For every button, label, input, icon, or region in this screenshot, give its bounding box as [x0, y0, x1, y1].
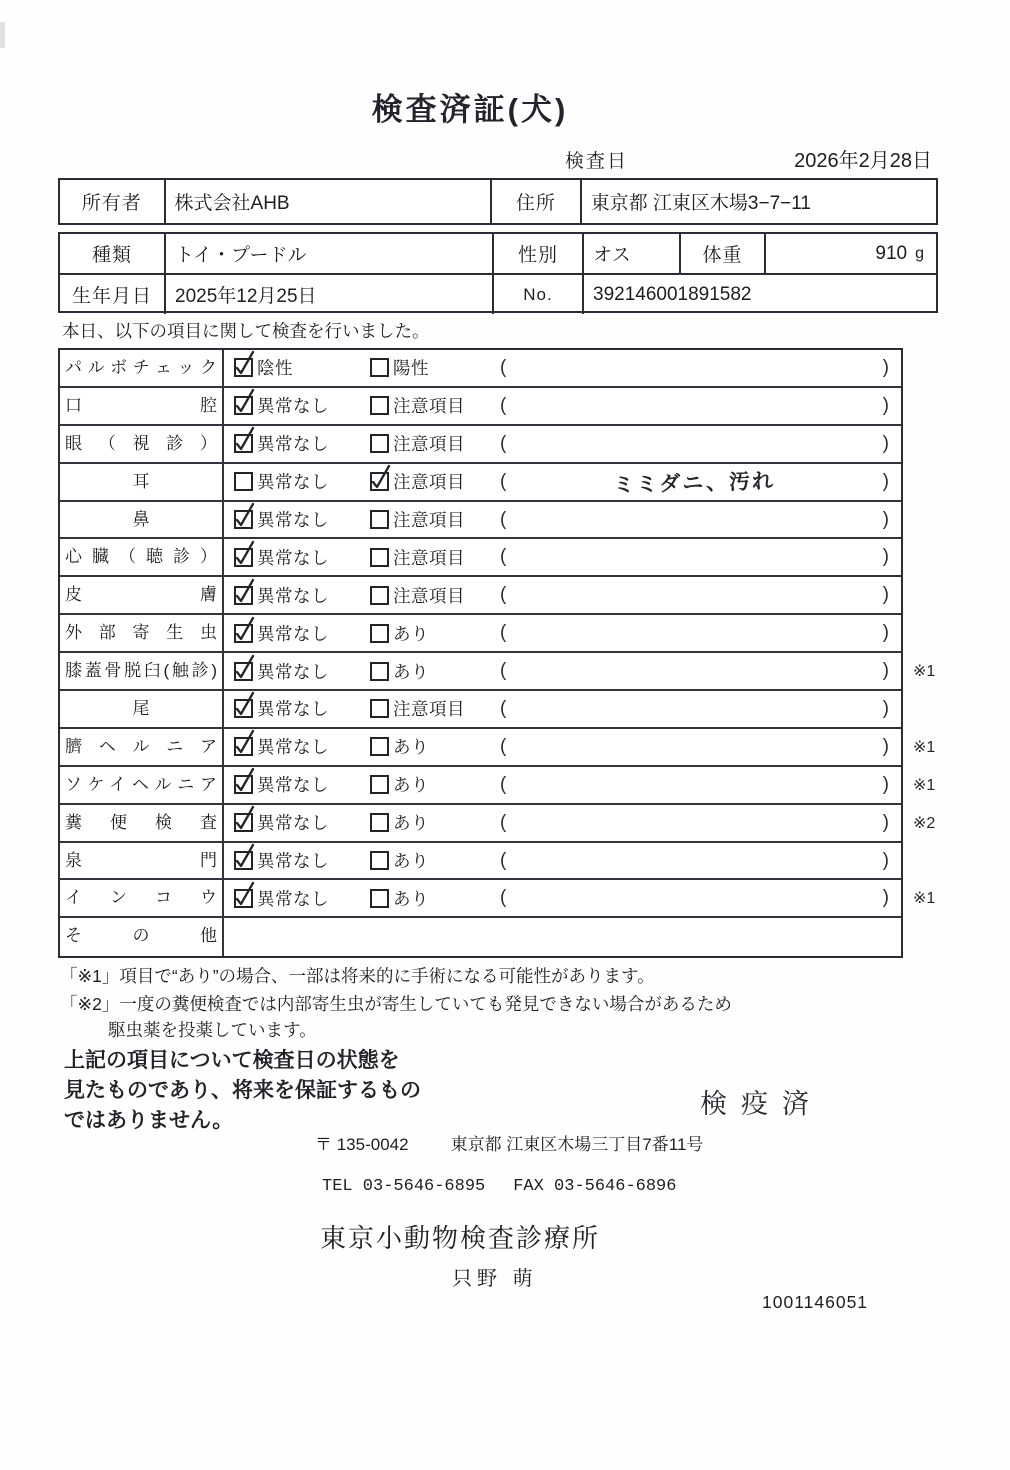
- checklist-row: [60, 918, 901, 956]
- handwritten-check-icon: [233, 804, 256, 831]
- pet-info-table: [58, 232, 938, 313]
- option-1: [234, 734, 370, 759]
- checklist-item-label: 外部寄生虫: [60, 615, 224, 651]
- checklist-item-label: 臍ヘルニア: [60, 729, 224, 765]
- handwritten-note: [506, 439, 882, 449]
- paren-close: ): [882, 773, 889, 795]
- handwritten-check-icon: [233, 539, 256, 566]
- handwritten-check-icon: [233, 501, 256, 528]
- handwritten-note: [506, 552, 882, 562]
- paren-close: ): [882, 470, 889, 492]
- option-2: [370, 393, 500, 418]
- clinic-name: 東京小動物検査診療所: [320, 1223, 601, 1253]
- address-value: 東京都 江東区木場3−7−11: [580, 180, 936, 223]
- checklist-item-label: インコウ: [60, 880, 224, 916]
- option-2-label: 注意項目: [393, 472, 465, 493]
- checkbox-1: [234, 548, 253, 567]
- checkbox-1: [234, 586, 253, 605]
- quarantine-stamp: 検疫済: [700, 1089, 823, 1119]
- inspection-date-label: 検査日: [565, 151, 629, 172]
- checkbox-1: [234, 510, 253, 529]
- weight-unit: g: [915, 244, 924, 262]
- handwritten-check-icon: [233, 653, 256, 680]
- paren-open: (: [500, 394, 507, 416]
- paren-close: ): [882, 622, 889, 644]
- checkbox-2: [370, 472, 389, 491]
- option-1: [234, 848, 370, 873]
- option-2-label: 注意項目: [393, 699, 465, 720]
- clinic-address-line: [315, 1130, 703, 1155]
- checkbox-1: [234, 434, 253, 453]
- option-1: [234, 810, 370, 835]
- option-2-label: あり: [393, 661, 429, 682]
- owner-value: 株式会社AHB: [164, 180, 491, 223]
- option-1: [234, 545, 370, 570]
- paren-open: (: [500, 508, 507, 530]
- footnote-mark: ※1: [913, 663, 936, 681]
- checkbox-1: [234, 889, 253, 908]
- paren-close: ): [882, 849, 889, 871]
- breed-label: 種類: [91, 245, 132, 266]
- paren-close: ): [882, 508, 889, 530]
- option-2-label: あり: [393, 851, 429, 872]
- disclaimer-line: ではありません。: [64, 1108, 234, 1132]
- option-1-label: 異常なし: [257, 775, 329, 796]
- option-2: [370, 734, 500, 759]
- paren-open: (: [500, 811, 507, 833]
- option-2-label: あり: [393, 737, 429, 758]
- checklist-row: [60, 653, 936, 691]
- breed-value: トイ・プードル: [164, 234, 492, 273]
- handwritten-check-icon: [233, 387, 256, 414]
- paren-open: (: [500, 622, 507, 644]
- footnote-mark: ※1: [913, 890, 936, 908]
- checklist-row: [60, 729, 936, 767]
- examiner-name: 只野 萌: [452, 1268, 538, 1290]
- sex-value: オス: [582, 234, 679, 273]
- option-2-label: あり: [393, 623, 429, 644]
- checkbox-2: [370, 889, 389, 908]
- disclaimer-text: [64, 1046, 484, 1135]
- option-1: [234, 393, 370, 418]
- option-2: [370, 848, 500, 873]
- option-2: [370, 355, 500, 380]
- option-2-label: あり: [393, 888, 429, 909]
- handwritten-check-icon: [233, 728, 256, 755]
- paren-open: (: [500, 773, 507, 795]
- option-2-label: あり: [393, 775, 429, 796]
- address-label: 住所: [490, 180, 580, 223]
- option-1-label: 異常なし: [257, 813, 329, 834]
- owner-label: 所有者: [81, 193, 142, 214]
- handwritten-check-icon: [233, 577, 256, 604]
- checkbox-2: [370, 662, 389, 681]
- footnote-2: 「※2」一度の糞便検査では内部寄生虫が寄生していても発見できない場合があるため: [60, 994, 732, 1014]
- checklist-row: [60, 426, 901, 464]
- option-2-label: 注意項目: [393, 510, 465, 530]
- checklist-item-label: 眼（視診）: [60, 426, 224, 462]
- option-2: [370, 886, 500, 911]
- handwritten-note: [506, 666, 882, 676]
- checkbox-2: [370, 396, 389, 415]
- handwritten-note: [506, 590, 882, 600]
- paren-open: (: [500, 697, 507, 719]
- number-label: No.: [492, 275, 582, 314]
- scan-artifact: [0, 22, 5, 48]
- option-1-label: 異常なし: [257, 661, 329, 682]
- option-1: [234, 621, 370, 646]
- option-2: [370, 469, 500, 494]
- birthdate-value: 2025年12月25日: [164, 275, 492, 314]
- weight-value: [764, 234, 936, 273]
- handwritten-check-icon: [233, 615, 256, 642]
- checkbox-2: [370, 775, 389, 794]
- tel-number: TEL 03-5646-6895: [322, 1177, 486, 1196]
- weight-label: 体重: [679, 234, 764, 273]
- handwritten-check-icon: [233, 880, 256, 907]
- paren-close: ): [882, 356, 889, 378]
- option-1-label: 異常なし: [257, 623, 329, 644]
- option-1: [234, 696, 370, 721]
- phone-line: [322, 1177, 676, 1196]
- paren-open: (: [500, 356, 507, 378]
- handwritten-note: [506, 704, 882, 714]
- paren-open: (: [500, 432, 507, 454]
- fax-number: FAX 03-5646-6896: [513, 1177, 677, 1196]
- checkbox-2: [370, 624, 389, 643]
- option-2-label: 陽性: [393, 358, 429, 379]
- option-1-label: 異常なし: [257, 510, 329, 530]
- handwritten-note: [506, 893, 882, 903]
- checklist-item-label: 膝蓋骨脱臼(触診): [60, 653, 224, 689]
- checkbox-1: [234, 699, 253, 718]
- checklist-row: [60, 805, 936, 843]
- option-1-label: 異常なし: [257, 434, 329, 455]
- checklist-item-label: その他: [60, 918, 224, 956]
- checklist-row: [60, 502, 901, 540]
- checkbox-1: [234, 813, 253, 832]
- paren-close: ): [882, 697, 889, 719]
- paren-close: ): [882, 546, 889, 568]
- footnote-mark: ※1: [913, 738, 936, 756]
- option-1-label: 異常なし: [257, 737, 329, 758]
- number-value: 392146001891582: [582, 275, 936, 314]
- handwritten-note: [506, 515, 882, 525]
- checkbox-2: [370, 548, 389, 567]
- checkbox-2: [370, 434, 389, 453]
- checklist-item-label: 心臓（聴診）: [60, 539, 224, 575]
- handwritten-check-icon: [233, 690, 256, 717]
- option-1-label: 異常なし: [257, 699, 329, 720]
- option-1: [234, 469, 370, 494]
- checklist-item-label: 皮膚: [60, 577, 224, 613]
- checklist-row: [60, 767, 936, 805]
- checklist-row: [60, 350, 901, 388]
- checkbox-1: [234, 662, 253, 681]
- checklist-item-label: 尾: [60, 691, 224, 727]
- paren-close: ): [882, 432, 889, 454]
- checkbox-1: [234, 396, 253, 415]
- handwritten-check-icon: [233, 766, 256, 793]
- owner-table: [58, 178, 938, 225]
- option-2: [370, 696, 500, 721]
- option-1-label: 異常なし: [257, 851, 329, 872]
- option-2: [370, 621, 500, 646]
- option-2-label: 注意項目: [393, 434, 465, 455]
- checklist-item-label: 糞便検査: [60, 805, 224, 841]
- checklist-item-label: 口腔: [60, 388, 224, 424]
- footnote-2-continued: 駆虫薬を投薬しています。: [108, 1020, 317, 1040]
- handwritten-note: [506, 628, 882, 638]
- checklist-item-label: 耳: [60, 464, 224, 500]
- option-1-label: 異常なし: [257, 888, 329, 909]
- handwritten-note: [506, 780, 882, 790]
- handwritten-check-icon: [369, 463, 392, 490]
- footnote-mark: ※2: [913, 814, 936, 832]
- handwritten-check-icon: [233, 842, 256, 869]
- checkbox-2: [370, 510, 389, 529]
- postal-code: 〒 135-0042: [315, 1135, 409, 1154]
- checklist-table: [58, 348, 936, 958]
- birthdate-label: 生年月日: [71, 286, 152, 307]
- option-2-label: 注意項目: [393, 585, 465, 606]
- handwritten-note: ミミダニ、汚れ: [613, 469, 776, 497]
- option-1: [234, 659, 370, 684]
- option-1: [234, 355, 370, 380]
- checkbox-1: [234, 472, 253, 491]
- footnote-1: 「※1」項目で“あり”の場合、一部は将来的に手術になる可能性があります。: [60, 966, 655, 986]
- option-1: [234, 886, 370, 911]
- option-2-label: 注意項目: [393, 396, 465, 417]
- checkbox-2: [370, 586, 389, 605]
- checklist-intro: 本日、以下の項目に関して検査を行いました。: [62, 321, 430, 341]
- checkbox-2: [370, 813, 389, 832]
- paren-open: (: [500, 849, 507, 871]
- paren-close: ): [882, 887, 889, 909]
- checkbox-2: [370, 358, 389, 377]
- footnote-mark: ※1: [913, 776, 936, 794]
- checklist-row: [60, 464, 901, 502]
- option-2: [370, 431, 500, 456]
- option-2: [370, 810, 500, 835]
- paren-open: (: [500, 660, 507, 682]
- serial-number: 1001146051: [762, 1292, 869, 1312]
- paren-close: ): [882, 735, 889, 757]
- disclaimer-line: 上記の項目について検査日の状態を: [64, 1049, 400, 1072]
- option-2-label: 注意項目: [393, 547, 465, 568]
- checkbox-1: [234, 851, 253, 870]
- option-2: [370, 772, 500, 797]
- option-1-label: 異常なし: [257, 547, 329, 568]
- option-1-label: 陰性: [257, 358, 293, 379]
- checkbox-2: [370, 699, 389, 718]
- handwritten-note: [506, 363, 882, 373]
- checklist-row: [60, 691, 901, 729]
- checklist-item-label: 鼻: [60, 502, 224, 538]
- option-2: [370, 545, 500, 570]
- option-1-label: 異常なし: [257, 396, 329, 417]
- weight-number: 910: [875, 242, 908, 264]
- checkbox-2: [370, 737, 389, 756]
- checklist-row: [60, 577, 901, 615]
- option-1: [234, 583, 370, 608]
- option-2-label: あり: [393, 813, 429, 834]
- option-2: [370, 507, 500, 532]
- option-2: [370, 659, 500, 684]
- handwritten-note: [506, 401, 882, 411]
- paren-open: (: [500, 887, 507, 909]
- clinic-address: 東京都 江東区木場三丁目7番11号: [450, 1135, 704, 1154]
- checklist-item-label: パルボチェック: [60, 350, 224, 386]
- checklist-row: [60, 388, 901, 426]
- checklist-row: [60, 880, 936, 918]
- paren-open: (: [500, 546, 507, 568]
- handwritten-note: [506, 856, 882, 866]
- paren-close: ): [882, 811, 889, 833]
- checklist-item-label: ソケイヘルニア: [60, 767, 224, 803]
- checklist-row: [60, 539, 901, 577]
- checklist-row: [60, 843, 901, 881]
- inspection-date-value: 2026年2月28日: [794, 150, 932, 172]
- checkbox-1: [234, 358, 253, 377]
- checkbox-1: [234, 737, 253, 756]
- option-1-label: 異常なし: [257, 585, 329, 606]
- option-2: [370, 583, 500, 608]
- handwritten-note: [506, 932, 882, 942]
- sex-label: 性別: [492, 234, 582, 273]
- handwritten-note: [506, 818, 882, 828]
- option-1-label: 異常なし: [257, 472, 329, 493]
- option-1: [234, 772, 370, 797]
- checkbox-2: [370, 851, 389, 870]
- option-1: [234, 507, 370, 532]
- handwritten-check-icon: [233, 425, 256, 452]
- paren-open: (: [500, 735, 507, 757]
- paren-close: ): [882, 584, 889, 606]
- handwritten-note: [506, 742, 882, 752]
- checklist-item-label: 泉門: [60, 843, 224, 879]
- paren-open: (: [500, 584, 507, 606]
- checklist-row: [60, 615, 901, 653]
- paren-close: ): [882, 394, 889, 416]
- disclaimer-line: 見たものであり、将来を保証するもの: [64, 1078, 421, 1102]
- paren-open: (: [500, 470, 507, 492]
- checkbox-1: [234, 624, 253, 643]
- checkbox-1: [234, 775, 253, 794]
- handwritten-check-icon: [233, 349, 256, 376]
- document-title: 検査済証(犬): [371, 92, 569, 127]
- paren-close: ): [882, 660, 889, 682]
- option-1: [234, 431, 370, 456]
